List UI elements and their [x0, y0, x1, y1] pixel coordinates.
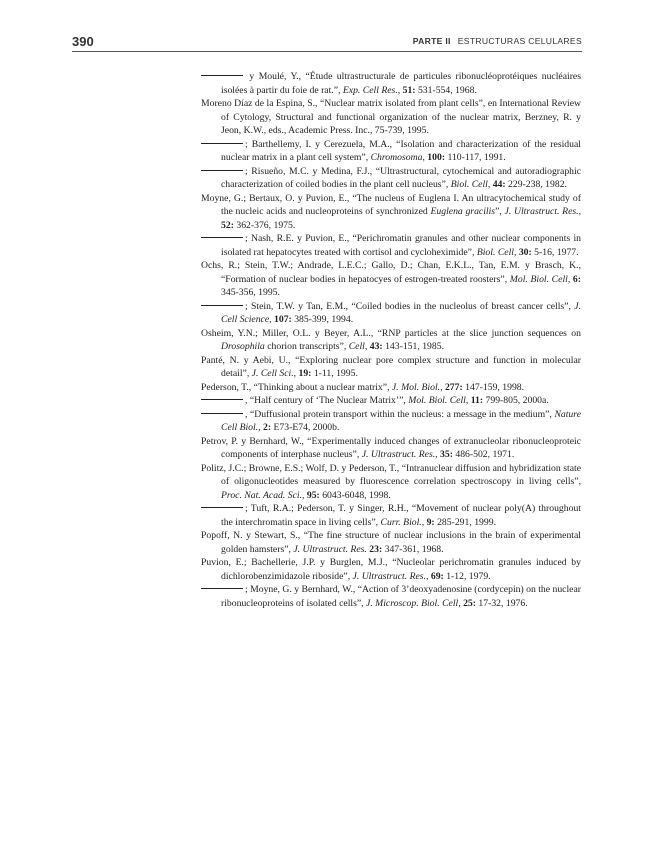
reference-text: 1-12, 1979. [443, 570, 491, 582]
author-repeat-dash [201, 237, 243, 238]
reference-journal: Nature Cell Biol. [221, 408, 581, 433]
reference-entry [201, 583, 581, 610]
reference-volume: 30: [518, 246, 532, 258]
reference-text: , [302, 489, 307, 501]
reference-text: Pederson, T., “Thinking about a nuclear matrix”, [201, 381, 392, 393]
reference-journal: Chromosoma [370, 152, 423, 163]
reference-entry [201, 435, 581, 462]
reference-text: 1-11, 1995. [311, 368, 358, 379]
reference-volume: 9: [426, 516, 435, 528]
reference-text: 143-151, 1985. [382, 341, 444, 352]
reference-text: chorion transcripts”, [264, 341, 349, 352]
part-label: PARTE II [412, 36, 451, 46]
reference-text: , [258, 422, 263, 433]
reference-text: Popoff, N. y Stewart, S., “The fine structure of nuclear inclusions in the brain of experimental golden hamsters”, [201, 530, 581, 555]
reference-entry [201, 529, 581, 556]
reference-text: 6043-6048, 1998. [319, 489, 391, 501]
reference-text: 347-361, 1968. [382, 543, 444, 555]
reference-volume: 19: [298, 368, 312, 379]
reference-entry [201, 192, 581, 233]
reference-volume: 69: [430, 570, 444, 582]
reference-text: Puvion, E.; Bachellerie, J.P. y Burglen, M.J., “Nucleolar perichromatin granules induced by dichlorobenzimidazole riboside”, [201, 557, 581, 582]
reference-text: 385-399, 1994. [291, 314, 354, 325]
reference-entry [201, 394, 581, 408]
reference-text: , “Half century of ‘The Nuclear Matrix’”, [245, 395, 409, 406]
reference-text: Osheim, Y.N.; Miller, O.L. y Beyer, A.L., “RNP particles at the slice junction sequences on [201, 327, 581, 339]
author-repeat-dash [201, 588, 243, 589]
reference-journal: J. Ultrastruct. Res. [361, 449, 436, 460]
reference-text: , [293, 368, 299, 379]
reference-journal: Euglena gracilis [430, 206, 496, 217]
author-repeat-dash [201, 413, 243, 414]
reference-journal: Cell [348, 341, 365, 352]
reference-entry [201, 165, 581, 192]
reference-text: 486-502, 1971. [452, 449, 515, 460]
reference-entry [201, 502, 581, 529]
reference-text: 229-238, 1982. [505, 179, 567, 190]
reference-journal: J. Ultrastruct. Res. [293, 543, 367, 555]
reference-text: , [465, 395, 471, 406]
reference-entry [201, 97, 581, 138]
reference-text: Ochs, R.; Stein, T.W.; Andrade, L.E.C.; Gallo, D.; Chan, E.K.L., Tan, E.M. y Brasch, K., “Formation of nuclear bodies in hepatocyes of estrogen-treated roosters”, [201, 260, 581, 285]
reference-text: y Moulé, Y., “Étude ultrastructurale de particules ribonucléoprotéiques nucléaires isolées à partir du foie de rat.”, [221, 71, 581, 96]
reference-text: , [397, 84, 403, 96]
author-repeat-dash [201, 170, 243, 171]
reference-entry [201, 462, 581, 503]
author-repeat-dash [201, 305, 243, 306]
reference-entry [201, 138, 581, 165]
reference-text: , [421, 516, 427, 528]
author-repeat-dash [201, 75, 243, 76]
reference-volume: 43: [369, 341, 383, 352]
reference-volume: 51: [402, 84, 416, 96]
reference-text: 285-291, 1999. [434, 516, 496, 528]
reference-text: , [578, 206, 581, 217]
reference-volume: 107: [274, 314, 292, 325]
reference-journal: Curr. Biol. [380, 516, 422, 528]
reference-text: 5-16, 1977. [531, 246, 579, 258]
reference-journal: J. Ultrastruct. Res. [352, 570, 427, 582]
reference-entry [201, 232, 581, 259]
reference-volume: 25: [463, 597, 476, 609]
page-number: 390 [72, 34, 94, 49]
reference-volume: 277: [444, 381, 463, 393]
reference-entry [201, 381, 581, 395]
reference-entry [201, 327, 581, 354]
reference-text: 110-117, 1991. [445, 152, 506, 163]
author-repeat-dash [201, 507, 243, 508]
reference-text: 345-356, 1995. [221, 287, 280, 298]
running-head [413, 36, 582, 46]
reference-text: ; Risueño, M.C. y Medina, F.J., “Ultrastructural, cytochemical and autoradiographic characterization of coiled bodies in the plant cell nucleus”, [221, 165, 581, 190]
reference-text: , [422, 152, 428, 163]
reference-text: , [458, 597, 464, 609]
part-title: ESTRUCTURAS CELULARES [457, 36, 582, 46]
reference-journal: J. Ultrastruct. Res. [504, 206, 579, 217]
reference-text: Moyne, G.; Bertaux, O. y Puvion, E., “The nucleus of Euglena I. An ultracytochemical study of the nucleic acids and nucleoproteins of synchronized [201, 192, 581, 217]
reference-volume: 52: [221, 219, 234, 231]
reference-volume: 44: [492, 179, 506, 190]
reference-text: 17-32, 1976. [475, 597, 528, 609]
reference-text: , [426, 570, 431, 582]
reference-journal: J. Cell Science [221, 300, 581, 325]
reference-volume: 23: [369, 543, 383, 555]
reference-text: ; Barthellemy, I. y Cerezuela, M.A., “Isolation and characterization of the residual nuclear matrix in a plant cell system”, [221, 138, 581, 163]
reference-text: ; Stein, T.W. y Tan, E.M., “Coiled bodies in the nucleolus of breast cancer cells”, [245, 300, 575, 312]
reference-volume: 100: [427, 152, 446, 163]
reference-text: , [269, 314, 274, 325]
reference-journal: Exp. Cell Res. [342, 84, 398, 96]
reference-volume: 35: [440, 449, 453, 460]
reference-volume: 2: [262, 422, 272, 433]
reference-journal: J. Mol. Biol. [391, 381, 441, 393]
reference-text: , “Duffusional protein transport within the nucleus: a message in the medium”, [245, 408, 555, 420]
reference-text: 362-376, 1975. [233, 219, 296, 231]
reference-entry [201, 300, 581, 327]
page-header [72, 35, 582, 52]
reference-text: , [364, 341, 370, 352]
reference-entry [201, 70, 581, 97]
reference-entry [201, 259, 581, 300]
reference-text: 147-159, 1998. [462, 381, 525, 393]
reference-journal: Mol. Biol. Cell [509, 273, 568, 285]
reference-text: Panté, N. y Aebi, U., “Exploring nuclear pore complex structure and function in molecular detail”, [201, 354, 581, 379]
reference-journal: Proc. Nat. Acad. Sci. [221, 489, 302, 501]
reference-entry [201, 556, 581, 583]
reference-text: Moreno Díaz de la Espina, S., “Nuclear matrix isolated from plant cells”, en International Review of Cytology, Structural and functional organization of the nuclear matrix, Berzney, R. y Jeon, K.W., eds., Academic Press. Inc., 75-739, 1995. [201, 98, 581, 136]
reference-text: ; Tuft, R.A.; Pederson, T. y Singer, R.H., “Movement of nuclear poly(A) throughout the interchromatin space in living cells”, [221, 503, 581, 528]
reference-journal: Mol. Biol. Cell [408, 395, 466, 406]
reference-text: , [487, 179, 493, 190]
reference-text: 531-554, 1968. [415, 84, 477, 96]
reference-journal: Biol. Cell [476, 246, 514, 258]
reference-text: , [513, 246, 519, 258]
reference-journal: J. Microscop. Biol. Cell [366, 597, 459, 609]
reference-journal: J. Cell Sci. [251, 368, 294, 379]
reference-text: ; Nash, R.E. y Puvion, E., “Perichromatin granules and other nuclear components in isolated rat hepatocytes treated with cortisol and cycloheximide”, [221, 233, 581, 258]
reference-journal: Drosophila [221, 341, 265, 352]
reference-volume: 95: [306, 489, 320, 501]
reference-text: , [440, 381, 445, 393]
reference-list [201, 70, 581, 610]
reference-volume: 6: [572, 273, 581, 285]
reference-entry [201, 354, 581, 381]
reference-entry [201, 408, 581, 435]
reference-text: , [567, 273, 573, 285]
reference-journal: Biol. Cell [450, 179, 488, 190]
reference-volume: 11: [470, 395, 484, 406]
reference-text: , [435, 449, 441, 460]
reference-text: 799-805, 2000a. [483, 395, 549, 406]
author-repeat-dash [201, 143, 243, 144]
reference-text: Politz, J.C.; Browne, E.S.; Wolf, D. y Pederson, T., “Intranuclear diffusion and hybridization state of oligonucleotides measured by fluorescence correlation spectroscopy in living cells”, [201, 462, 581, 487]
author-repeat-dash [201, 399, 243, 400]
reference-text: Petrov, P. y Bernhard, W., “Experimentally induced changes of extranucleolar ribonucleoproteic components of interphase nucleus”, [201, 435, 581, 460]
reference-text: E73-E74, 2000b. [271, 422, 340, 433]
reference-text: ; Moyne, G. y Bernhard, W., “Action of 3’deoxyadenosine (cordycepin) on the nuclear ribonucleoproteins of isolated cells”, [221, 584, 582, 609]
reference-text: ”, [495, 206, 505, 217]
